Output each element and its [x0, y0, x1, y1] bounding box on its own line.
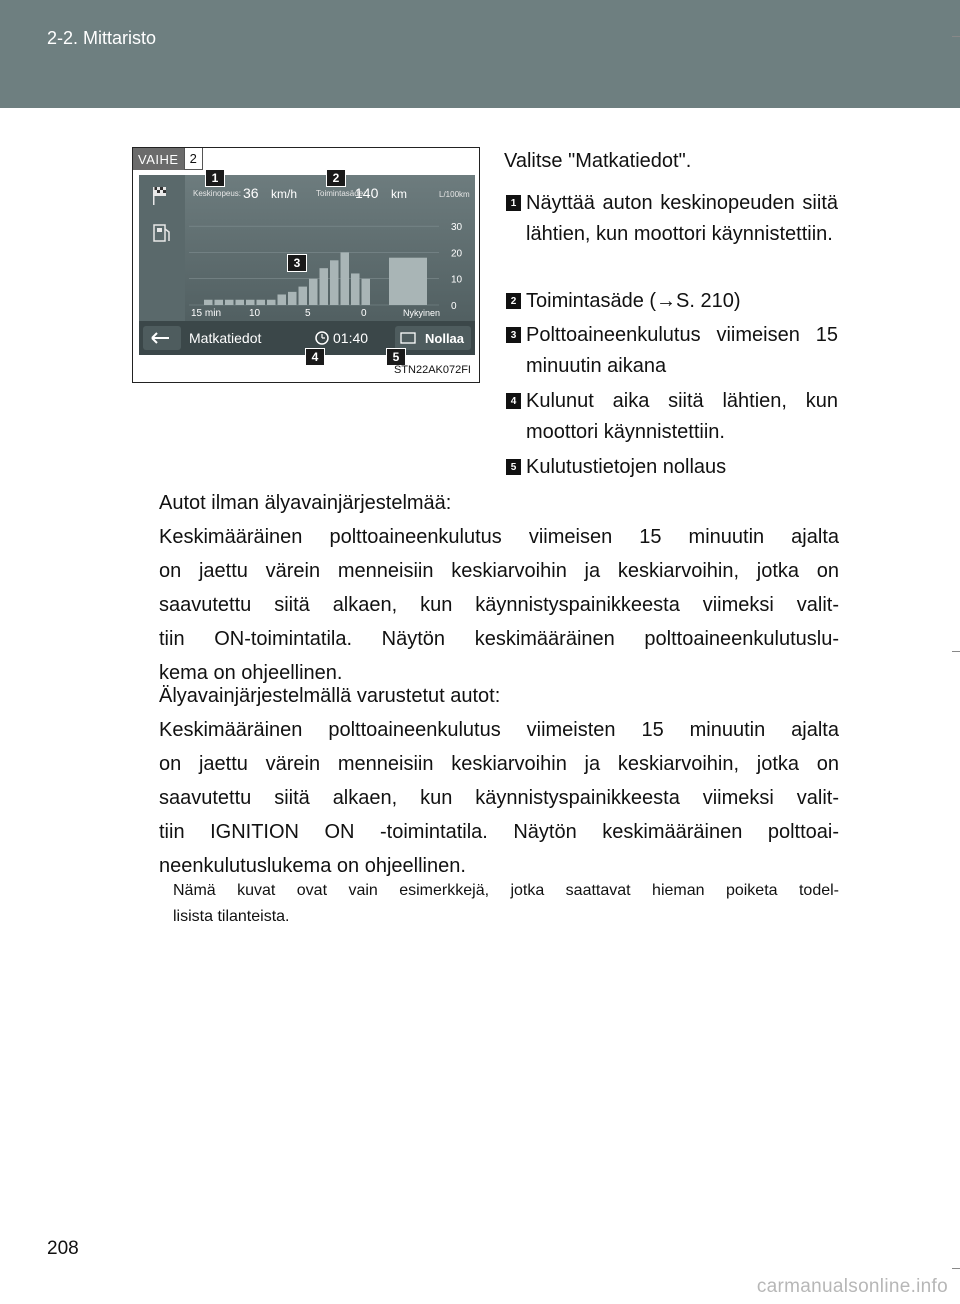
y-tick-label: 20 — [451, 248, 463, 260]
para-line: Keskimääräinen polttoaineenkulutus viimeisten 15 minuutin ajalta — [159, 719, 839, 741]
watermark: carmanualsonline.info — [756, 1276, 948, 1297]
x-tick-label: 15 min — [191, 308, 222, 319]
chart-bar — [267, 300, 276, 305]
y-tick-label: 10 — [451, 274, 463, 286]
note-line: lisista tilanteista. — [173, 908, 290, 925]
list-item — [506, 188, 838, 250]
current-bar — [389, 258, 427, 305]
para-line: saavutettu siitä alkaen, kun käynnistyspainikkeesta viimeksi valit- — [159, 787, 839, 809]
section-smart-key — [159, 679, 839, 883]
chart-bar — [309, 279, 318, 305]
para-line: tiin ON-toimintatila. Näytön keskimääräinen polttoaineenkulutuslu- — [159, 628, 839, 650]
note-line: Nämä kuvat ovat vain esimerkkejä, jotka saattavat hieman poiketa todel- — [173, 882, 839, 899]
chart-bar — [215, 300, 224, 305]
intro-text: Valitse "Matkatiedot". — [504, 150, 692, 172]
callout-5: 5 — [386, 348, 406, 366]
icon-column — [139, 175, 185, 321]
y-tick-label: 30 — [451, 222, 463, 234]
item-marker: 5 — [506, 459, 521, 475]
callout-4: 4 — [305, 348, 325, 366]
current-label: Nykyinen — [403, 308, 441, 318]
page-header — [0, 0, 960, 108]
item-text: Kulutustietojen nollaus — [526, 456, 727, 478]
list-item — [506, 452, 838, 483]
margin-tick — [952, 651, 960, 652]
para-line: Keskimääräinen polttoaineenkulutus viimeisen 15 minuutin ajalta — [159, 526, 839, 548]
avg-speed-label: Keskinopeus: — [193, 189, 242, 198]
step-number: 2 — [184, 148, 203, 170]
chart-bar — [330, 260, 339, 305]
chart-bar — [225, 300, 234, 305]
para-line: on jaettu värein menneisiin keskiarvoihin ja keskiarvoihin, jotka on — [159, 560, 839, 582]
item-marker: 2 — [506, 293, 521, 309]
margin-tick — [952, 1268, 960, 1269]
item-marker: 4 — [506, 393, 521, 409]
range-label: Toimintasäde: — [316, 189, 366, 198]
trip-info-figure — [132, 147, 480, 383]
chart-bar — [288, 292, 297, 305]
y-tick-label: 0 — [451, 301, 457, 312]
chart-bar — [204, 300, 213, 305]
margin-tick — [952, 36, 960, 37]
screen-title: Matkatiedot — [189, 330, 262, 346]
x-tick-label: 5 — [305, 308, 311, 319]
chart-bar — [351, 273, 360, 305]
chart-bar — [341, 252, 350, 305]
chart-bar — [257, 300, 266, 305]
avg-speed-value: 36 — [243, 185, 259, 201]
step-label: VAIHE — [133, 148, 184, 170]
speed-unit: km/h — [271, 187, 298, 201]
callout-2: 2 — [326, 169, 346, 187]
elapsed-time: 01:40 — [333, 330, 369, 346]
section-heading: Autot ilman älyavainjärjestelmää: — [159, 492, 452, 514]
x-tick-label: 10 — [249, 308, 261, 319]
item-text: Toimintasäde (→S. 210) — [526, 290, 741, 312]
section-title: 2-2. Mittaristo — [47, 28, 157, 48]
para-line: tiin IGNITION ON -toimintatila. Näytön keskimääräinen polttoai- — [159, 821, 839, 843]
note-text — [173, 878, 839, 930]
reset-label: Nollaa — [425, 331, 465, 346]
fuel-unit: L/100km — [439, 190, 470, 199]
chart-bar — [299, 287, 308, 305]
chart-bar — [362, 279, 371, 305]
item-text: Näyttää auton keskinopeuden siitä lähtien, kun moottori käynnistettiin. — [526, 192, 838, 245]
list-item — [506, 386, 838, 448]
item-marker: 1 — [506, 195, 521, 211]
item-marker: 3 — [506, 327, 521, 343]
chart-bar — [278, 294, 287, 305]
section-heading: Älyavainjärjestelmällä varustetut autot: — [159, 685, 501, 707]
list-item — [506, 286, 838, 317]
page-number: 208 — [47, 1238, 79, 1259]
section-no-smart-key — [159, 486, 839, 690]
range-unit: km — [391, 187, 407, 201]
callout-3: 3 — [287, 254, 307, 272]
callout-1: 1 — [205, 169, 225, 187]
para-line: neenkulutuslukema on ohjeellinen. — [159, 855, 466, 877]
para-line: on jaettu värein menneisiin keskiarvoihin ja keskiarvoihin, jotka on — [159, 753, 839, 775]
list-item — [506, 320, 838, 382]
x-tick-label: 0 — [361, 308, 367, 319]
para-line: saavutettu siitä alkaen, kun käynnistyspainikkeesta viimeksi valit- — [159, 594, 839, 616]
trip-info-screen — [139, 175, 475, 355]
chart-bar — [320, 268, 329, 305]
item-text: Kulunut aika siitä lähtien, kun moottori käynnistettiin. — [526, 390, 838, 443]
item-text: Polttoaineenkulutus viimeisen 15 minuutin aikana — [526, 324, 838, 377]
step-tab — [133, 148, 203, 170]
range-value: 140 — [355, 185, 379, 201]
para-line: kema on ohjeellinen. — [159, 662, 343, 684]
chart-bar — [236, 300, 245, 305]
figure-code: STN22AK072FI — [393, 364, 471, 376]
chart-bar — [246, 300, 255, 305]
